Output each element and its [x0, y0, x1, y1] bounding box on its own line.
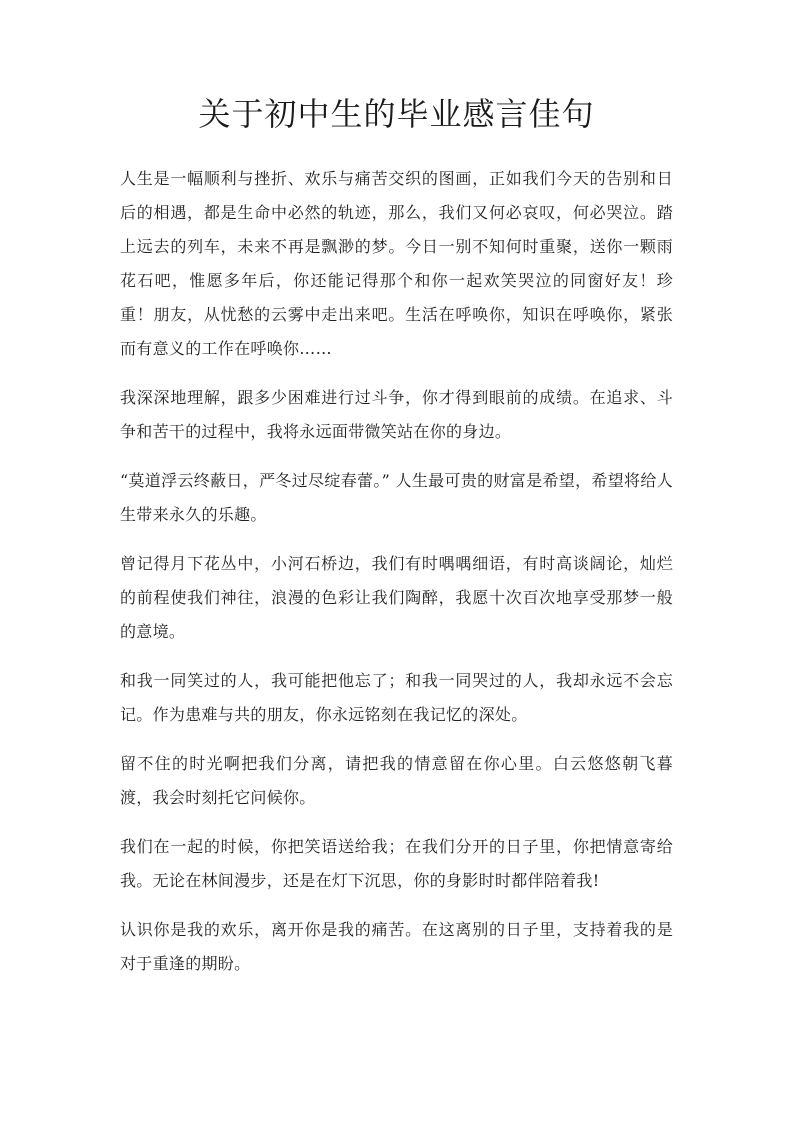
paragraph-2: 我深深地理解，跟多少困难进行过斗争，你才得到眼前的成绩。在追求、斗争和苦干的过程中，我将永远面带微笑站在你的身边。 [120, 388, 673, 441]
paragraph-5: 和我一同笑过的人，我可能把他忘了；和我一同哭过的人，我却永远不会忘记。作为患难与共的朋友，你永远铭刻在我记忆的深处。 [120, 671, 673, 724]
paragraph-1: 人生是一幅顺利与挫折、欢乐与痛苦交织的图画，正如我们今天的告别和日后的相遇，都是生命中必然的轨迹，那么，我们又何必哀叹，何必哭泣。踏上远去的列车，未来不再是飘渺的梦。今日一别不知何时重聚，送你一颗雨花石吧，惟愿多年后，你还能记得那个和你一起欢笑哭泣的同窗好友！珍重！朋友，从忧愁的云雾中走出来吧。生活在呼唤你，知识在呼唤你，紧张而有意义的工作在呼唤你…… [120, 169, 673, 358]
document-title: 关于初中生的毕业感言佳句 [198, 95, 595, 133]
paragraph-7: 我们在一起的时候，你把笑语送给我；在我们分开的日子里，你把情意寄给我。无论在林间漫步，还是在灯下沉思，你的身影时时都伴陪着我! [120, 837, 673, 890]
paragraph-8: 认识你是我的欢乐，离开你是我的痛苦。在这离别的日子里，支持着我的是对于重逢的期盼。 [120, 920, 673, 973]
document-body [120, 162, 673, 996]
paragraph-6: 留不住的时光啊把我们分离，请把我的情意留在你心里。白云悠悠朝飞暮渡，我会时刻托它问候你。 [120, 754, 673, 807]
paragraph-4: 曾记得月下花丛中，小河石桥边，我们有时喁喁细语，有时高谈阔论，灿烂的前程使我们神往，浪漫的色彩让我们陶醉，我愿十次百次地享受那梦一般的意境。 [120, 554, 673, 641]
paragraph-3: “莫道浮云终蔽日，严冬过尽绽春蕾。” 人生最可贵的财富是希望，希望将给人生带来永久的乐趣。 [120, 471, 673, 524]
